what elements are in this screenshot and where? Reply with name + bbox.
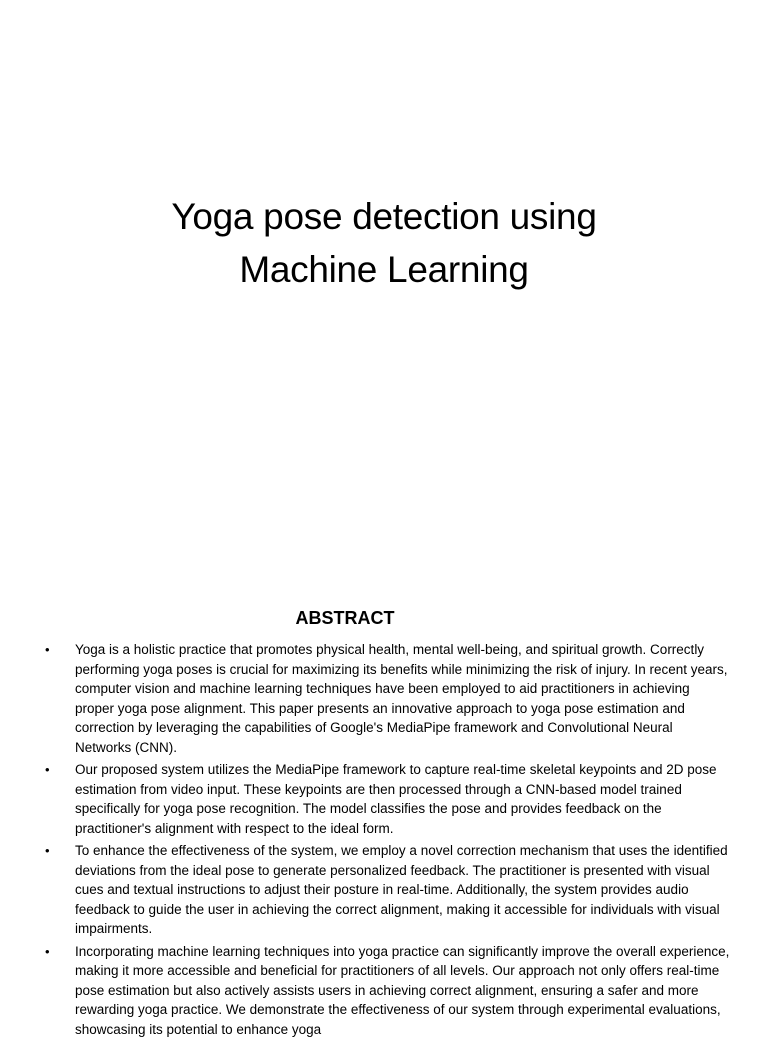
abstract-bullet-list xyxy=(40,640,730,1042)
abstract-paragraph-3 xyxy=(40,841,730,939)
bullet-dot: • xyxy=(45,843,50,858)
paragraph-text: Incorporating machine learning techniques into yoga practice can significantly improve the overall experience, making it more accessible and beneficial for practitioners of all levels. Our approach not only offers real-time pose estimation but also actively assists users in achieving correct alignment, ensuring a safer and more rewarding yoga practice. We demonstrate the effectiveness of our system through experimental evaluations, showcasing its potential to enhance yoga xyxy=(75,943,730,1037)
abstract-paragraph-2 xyxy=(40,760,730,838)
title-line-1: Yoga pose detection using xyxy=(171,196,597,237)
abstract-heading: ABSTRACT xyxy=(295,608,395,628)
abstract-paragraph-1 xyxy=(40,640,730,757)
paragraph-text: Our proposed system utilizes the MediaPipe framework to capture real-time skeletal keypoints and 2D pose estimation from video input. These keypoints are then processed through a CNN-based model trained specifically for yoga pose recognition. The model classifies the pose and provides feedback on the practitioner's alignment with respect to the ideal form. xyxy=(75,762,717,836)
bullet-dot: • xyxy=(45,762,50,777)
page-title xyxy=(0,190,768,296)
bullet-dot: • xyxy=(45,642,50,657)
abstract-paragraph-4 xyxy=(40,942,730,1040)
bullet-dot: • xyxy=(45,943,50,959)
title-line-2: Machine Learning xyxy=(239,249,529,290)
paragraph-text: To enhance the effectiveness of the system, we employ a novel correction mechanism that uses the identified deviations from the ideal pose to generate personalized feedback. The practitioner is presented with visual cues and textual instructions to adjust their posture in real-time. Additionally, the system provides audio feedback to guide the user in achieving the correct alignment, making it accessible for individuals with visual impairments. xyxy=(75,843,728,936)
paragraph-text: Yoga is a holistic practice that promotes physical health, mental well-being, and spiritual growth. Correctly performing yoga poses is crucial for maximizing its benefits while minimizing the risk of injury. In recent years, computer vision and machine learning techniques have been employed to aid practitioners in achieving proper yoga pose alignment. This paper presents an innovative approach to yoga pose estimation and correction by leveraging the capabilities of Google's MediaPipe framework and Convolutional Neural Networks (CNN). xyxy=(75,642,728,755)
